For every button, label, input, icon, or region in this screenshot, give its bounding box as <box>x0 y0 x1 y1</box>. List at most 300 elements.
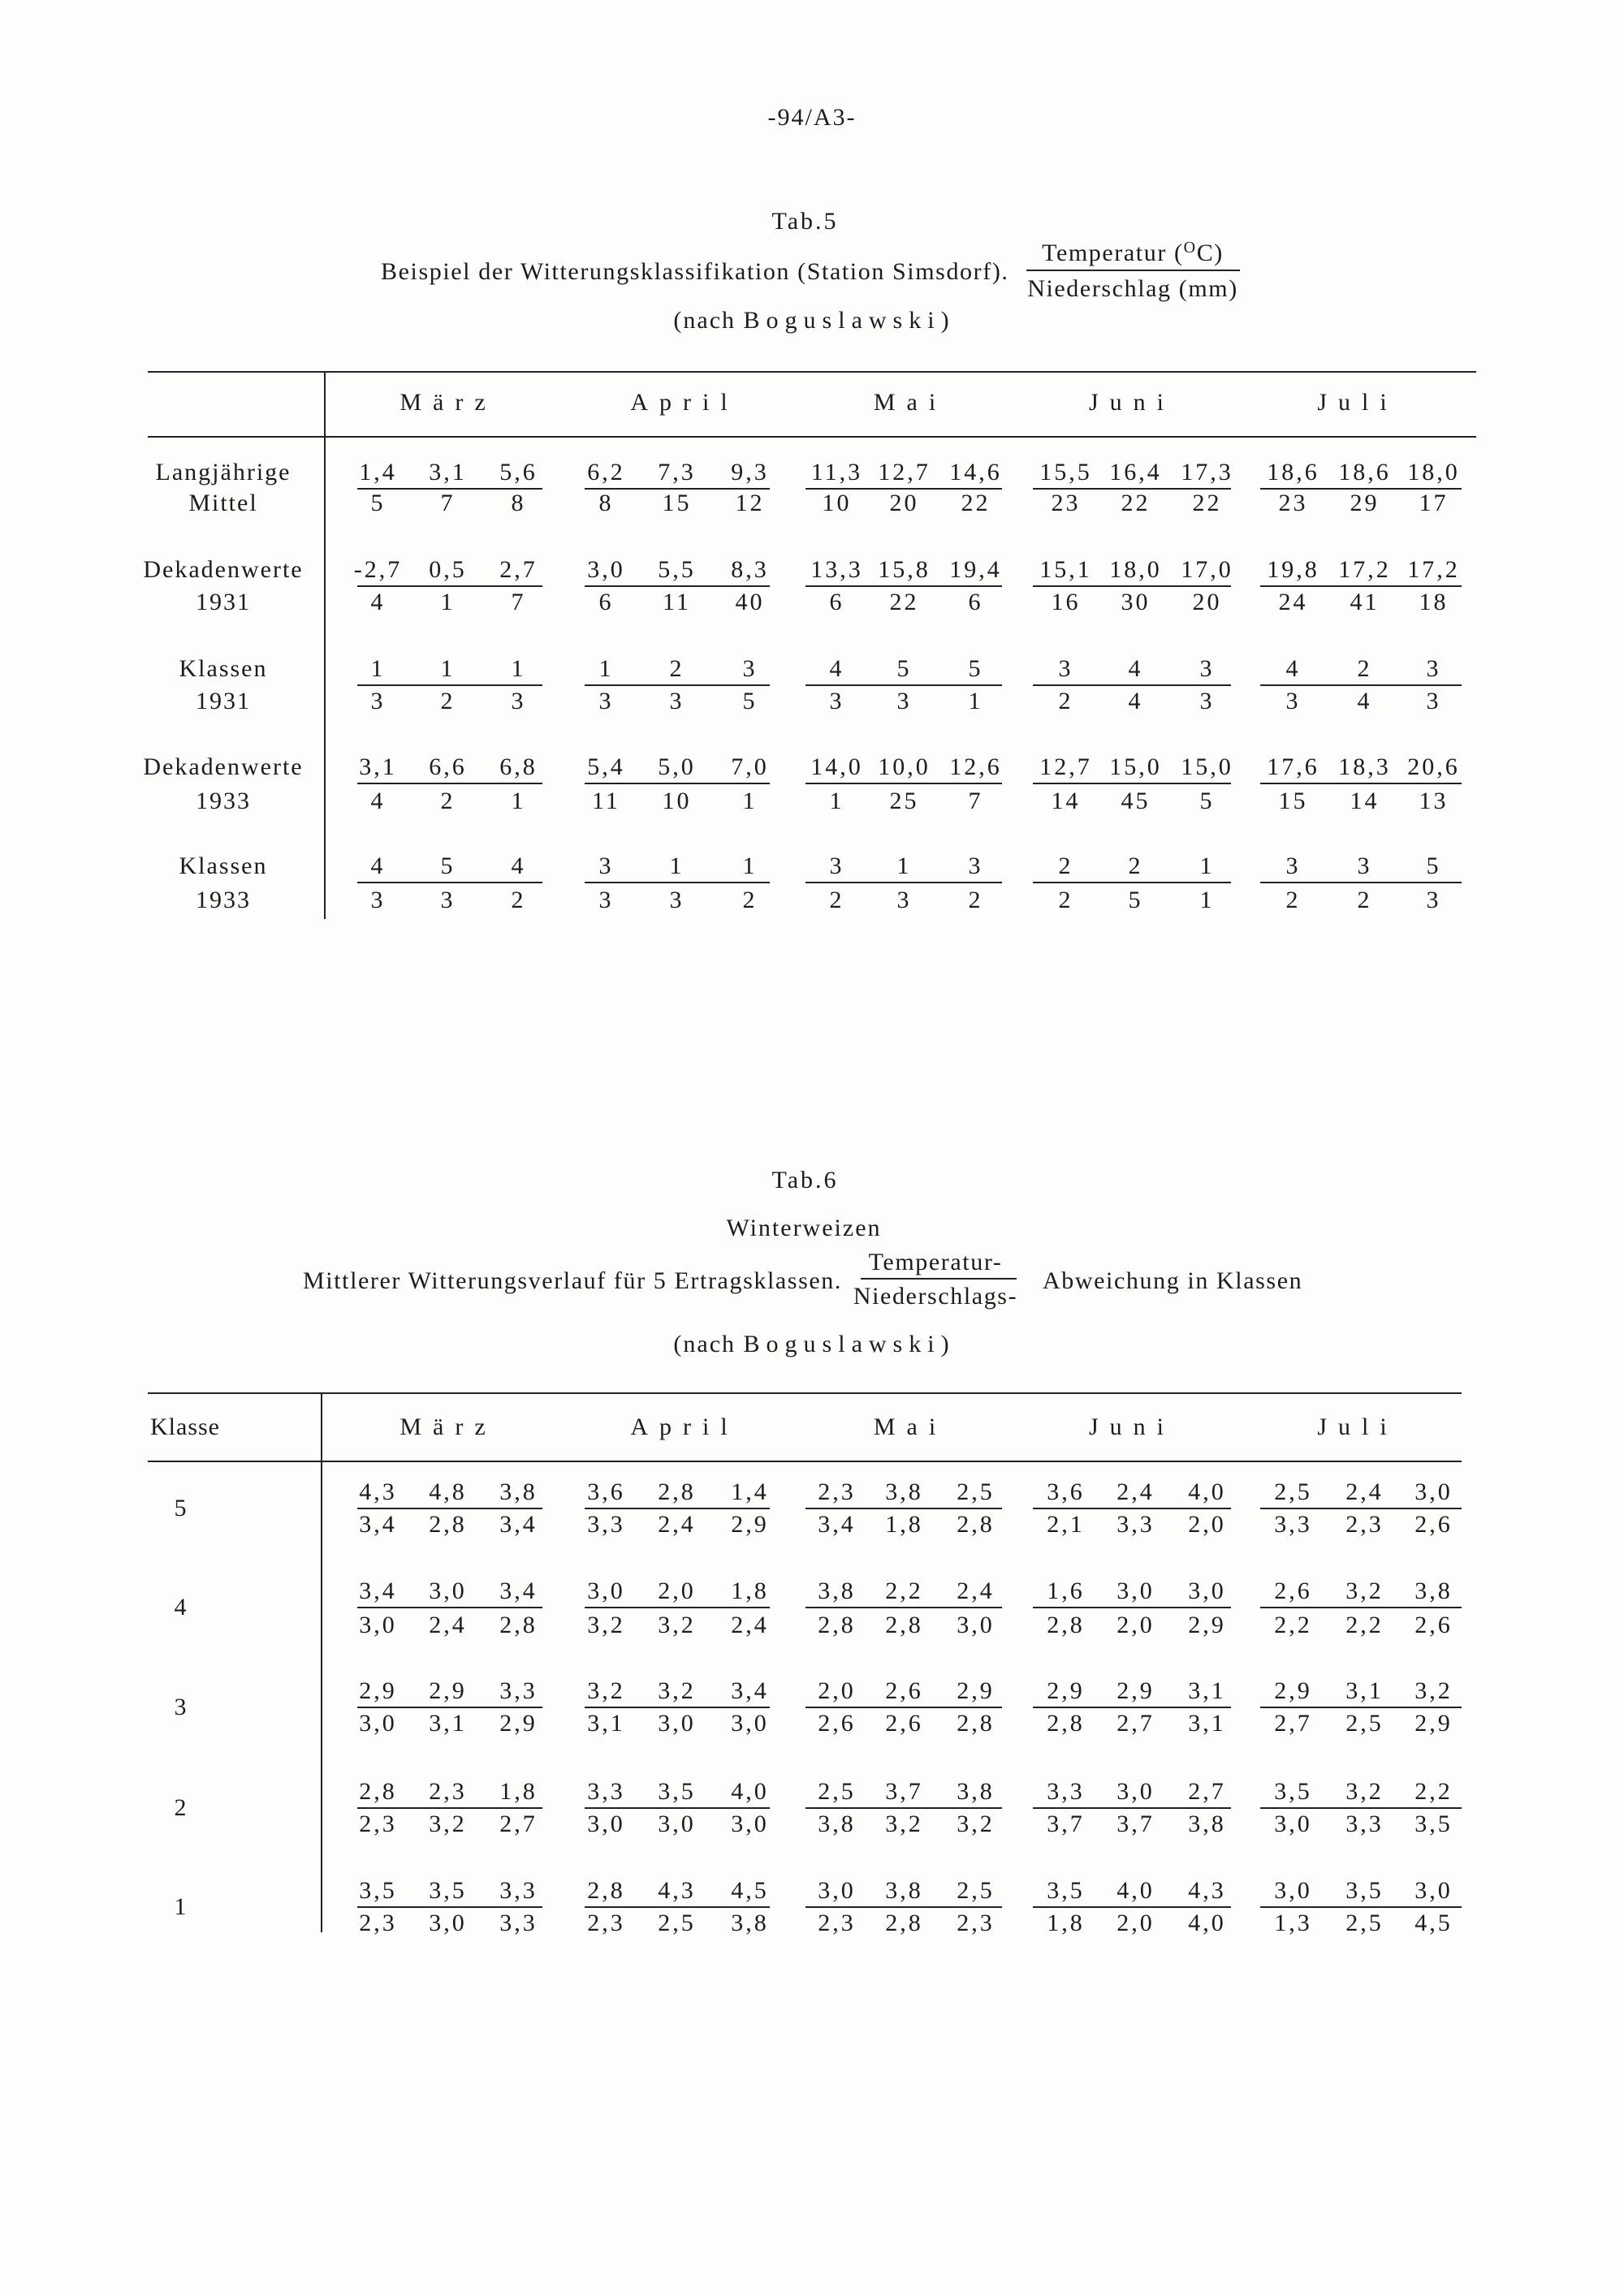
tab6-precipitation-value: 2,5 <box>658 1910 696 1936</box>
tab6-temperature-value: 3,2 <box>1345 1577 1384 1604</box>
tab6-temperature-value: 1,4 <box>731 1478 769 1505</box>
tab5-header-rule <box>148 436 1476 438</box>
tab5-precipitation-value: 8 <box>511 490 526 516</box>
tab6-precipitation-value: 3,2 <box>429 1810 467 1837</box>
tab6-precipitation-value: 2,8 <box>957 1511 995 1538</box>
tab6-top-rule <box>148 1392 1462 1394</box>
tab5-precipitation-value: 3 <box>370 688 386 714</box>
tab5-precipitation-value: 2 <box>440 788 456 814</box>
tab5-precipitation-value: 2 <box>1058 688 1073 714</box>
tab5-row-label: Mittel <box>188 490 258 516</box>
table-5-title: Beispiel der Witterungsklassifikation (Station Simsdorf). <box>381 258 1009 285</box>
tab5-temperature-value: 17,6 <box>1267 753 1320 780</box>
tab5-temperature-value: 12,7 <box>1039 753 1092 780</box>
tab5-fraction-line <box>806 684 1002 686</box>
table-5-label: Tab.5 <box>771 208 839 235</box>
tab5-precipitation-value: 20 <box>1192 589 1222 615</box>
tab6-precipitation-value: 3,7 <box>1047 1810 1085 1837</box>
tab6-temperature-value: 3,8 <box>1415 1577 1453 1604</box>
tab5-temperature-value: 11,3 <box>810 459 863 486</box>
table-6-fraction-denominator: Niederschlags- <box>853 1283 1018 1310</box>
tab5-temperature-value: 2 <box>669 655 685 682</box>
tab6-precipitation-value: 2,9 <box>731 1511 769 1538</box>
tab5-precipitation-value: 16 <box>1051 589 1081 615</box>
tab6-precipitation-value: 3,2 <box>885 1810 923 1837</box>
tab6-precipitation-value: 2,6 <box>1415 1511 1453 1538</box>
tab6-temperature-value: 2,8 <box>587 1877 625 1904</box>
tab5-month-header: März <box>400 389 497 416</box>
tab6-temperature-value: 2,7 <box>1188 1778 1226 1805</box>
tab5-temperature-value: 4 <box>1285 655 1301 682</box>
tab5-precipitation-value: 2 <box>511 887 526 913</box>
tab5-precipitation-value: 12 <box>735 490 765 516</box>
tab5-temperature-value: 3 <box>829 852 844 879</box>
tab6-temperature-value: 4,3 <box>1188 1877 1226 1904</box>
source-author: Boguslawski <box>743 307 941 334</box>
tab6-precipitation-value: 2,7 <box>1274 1710 1312 1737</box>
table-6-title: Mittlerer Witterungsverlauf für 5 Ertragsklassen. <box>303 1267 842 1294</box>
tab5-precipitation-value: 6 <box>968 589 983 615</box>
degree-superscript: O <box>1183 239 1197 257</box>
tab6-precipitation-value: 3,1 <box>587 1710 625 1737</box>
tab6-temperature-value: 1,8 <box>499 1778 538 1805</box>
tab5-precipitation-value: 2 <box>1058 887 1073 913</box>
tab6-precipitation-value: 4,0 <box>1188 1910 1226 1936</box>
tab6-precipitation-value: 3,0 <box>359 1612 397 1638</box>
table-6-title-fraction-line <box>861 1278 1017 1280</box>
tab5-temperature-value: 19,8 <box>1267 556 1320 583</box>
tab6-fraction-line <box>806 1607 1002 1608</box>
tab5-precipitation-value: 22 <box>961 490 991 516</box>
tab6-temperature-value: 3,6 <box>587 1478 625 1505</box>
tab6-temperature-value: 3,4 <box>731 1677 769 1704</box>
tab5-fraction-line <box>585 585 770 587</box>
tab5-precipitation-value: 11 <box>663 589 691 615</box>
tab6-precipitation-value: 1,3 <box>1274 1910 1312 1936</box>
tab5-precipitation-value: 3 <box>598 688 614 714</box>
tab6-temperature-value: 2,9 <box>429 1677 467 1704</box>
tab6-temperature-value: 3,5 <box>1274 1778 1312 1805</box>
tab5-precipitation-value: 10 <box>662 788 692 814</box>
tab5-fraction-line <box>1260 783 1462 784</box>
table-6-class-column-header: Klasse <box>150 1413 220 1440</box>
tab6-temperature-value: 3,0 <box>587 1577 625 1604</box>
tab5-precipitation-value: 7 <box>511 589 526 615</box>
tab5-temperature-value: 9,3 <box>731 459 769 486</box>
tab5-fraction-line <box>1260 684 1462 686</box>
fraction-numerator-text: Temperatur ( <box>1042 240 1184 266</box>
tab6-temperature-value: 3,1 <box>1188 1677 1226 1704</box>
tab5-vertical-rule <box>324 373 326 919</box>
table-6-title-suffix: Abweichung in Klassen <box>1043 1267 1303 1294</box>
source-suffix: ) <box>940 1331 951 1357</box>
tab6-precipitation-value: 4,5 <box>1415 1910 1453 1936</box>
tab6-temperature-value: 4,5 <box>731 1877 769 1904</box>
tab5-fraction-line <box>806 882 1002 883</box>
tab5-precipitation-value: 14 <box>1051 788 1081 814</box>
tab5-precipitation-value: 25 <box>889 788 919 814</box>
tab5-row-label: Dekadenwerte <box>143 753 304 780</box>
tab6-precipitation-value: 3,8 <box>1188 1810 1226 1837</box>
tab5-temperature-value: 1 <box>742 852 758 879</box>
tab6-precipitation-value: 2,8 <box>499 1612 538 1638</box>
tab5-temperature-value: 15,1 <box>1039 556 1092 583</box>
tab5-temperature-value: 1 <box>598 655 614 682</box>
tab5-precipitation-value: 29 <box>1350 490 1380 516</box>
tab5-temperature-value: 3 <box>1285 852 1301 879</box>
tab5-temperature-value: 1 <box>440 655 456 682</box>
tab5-precipitation-value: 3 <box>440 887 456 913</box>
tab6-precipitation-value: 3,0 <box>359 1710 397 1737</box>
tab6-fraction-line <box>1033 1508 1231 1509</box>
tab6-precipitation-value: 2,3 <box>587 1910 625 1936</box>
tab5-temperature-value: 18,6 <box>1338 459 1391 486</box>
tab5-temperature-value: 5,5 <box>658 556 696 583</box>
tab5-temperature-value: 14,6 <box>949 459 1002 486</box>
tab6-temperature-value: 3,8 <box>885 1478 923 1505</box>
tab6-month-header: April <box>630 1413 739 1440</box>
tab5-temperature-value: 14,0 <box>810 753 863 780</box>
source-prefix: (nach <box>673 307 744 334</box>
tab6-temperature-value: 1,8 <box>731 1577 769 1604</box>
tab6-precipitation-value: 3,2 <box>957 1810 995 1837</box>
tab6-header-rule <box>148 1461 1462 1462</box>
tab6-fraction-line <box>1260 1508 1462 1509</box>
tab6-month-header: Mai <box>873 1413 948 1440</box>
tab5-temperature-value: 5,4 <box>587 753 625 780</box>
tab6-precipitation-value: 3,4 <box>499 1511 538 1538</box>
tab6-temperature-value: 2,5 <box>957 1877 995 1904</box>
tab6-temperature-value: 2,5 <box>957 1478 995 1505</box>
tab5-temperature-value: 5 <box>1426 852 1441 879</box>
tab5-precipitation-value: 23 <box>1278 490 1308 516</box>
tab5-temperature-value: 16,4 <box>1109 459 1162 486</box>
tab5-precipitation-value: 15 <box>1278 788 1308 814</box>
tab6-temperature-value: 4,0 <box>731 1778 769 1805</box>
tab5-temperature-value: 17,3 <box>1181 459 1233 486</box>
tab5-precipitation-value: 1 <box>829 788 844 814</box>
tab6-temperature-value: 4,3 <box>359 1478 397 1505</box>
tab6-precipitation-value: 2,8 <box>1047 1612 1085 1638</box>
tab6-precipitation-value: 2,0 <box>1116 1612 1155 1638</box>
tab5-precipitation-value: 1 <box>440 589 456 615</box>
tab5-precipitation-value: 11 <box>592 788 620 814</box>
tab6-temperature-value: 3,4 <box>499 1577 538 1604</box>
tab5-fraction-line <box>585 783 770 784</box>
tab5-precipitation-value: 23 <box>1051 490 1081 516</box>
tab5-precipitation-value: 7 <box>968 788 983 814</box>
tab6-precipitation-value: 2,5 <box>1345 1910 1384 1936</box>
tab5-fraction-line <box>585 882 770 883</box>
tab5-temperature-value: -2,7 <box>353 556 403 583</box>
tab5-temperature-value: 3 <box>1199 655 1215 682</box>
tab6-fraction-line <box>357 1508 542 1509</box>
tab6-fraction-line <box>357 1807 542 1809</box>
tab5-temperature-value: 3 <box>1058 655 1073 682</box>
table-5-title-fraction-line <box>1026 270 1240 271</box>
tab5-temperature-value: 3 <box>742 655 758 682</box>
tab6-precipitation-value: 2,4 <box>429 1612 467 1638</box>
tab6-temperature-value: 3,0 <box>1116 1778 1155 1805</box>
tab6-temperature-value: 2,3 <box>429 1778 467 1805</box>
tab5-precipitation-value: 3 <box>669 688 685 714</box>
tab5-temperature-value: 18,0 <box>1407 459 1460 486</box>
tab5-precipitation-value: 3 <box>896 688 912 714</box>
tab6-precipitation-value: 3,2 <box>658 1612 696 1638</box>
tab6-temperature-value: 3,5 <box>658 1778 696 1805</box>
tab6-temperature-value: 2,0 <box>658 1577 696 1604</box>
tab5-temperature-value: 5 <box>896 655 912 682</box>
table-6-fraction-numerator: Temperatur- <box>868 1249 1003 1275</box>
tab5-temperature-value: 10,0 <box>878 753 931 780</box>
source-prefix: (nach <box>673 1331 744 1357</box>
tab6-precipitation-value: 3,1 <box>1188 1710 1226 1737</box>
tab6-temperature-value: 3,3 <box>1047 1778 1085 1805</box>
table-6-source <box>633 1331 991 1358</box>
tab5-precipitation-value: 4 <box>370 788 386 814</box>
tab6-temperature-value: 4,0 <box>1188 1478 1226 1505</box>
tab6-temperature-value: 3,0 <box>1274 1877 1312 1904</box>
tab6-precipitation-value: 2,8 <box>885 1612 923 1638</box>
tab5-temperature-value: 2,7 <box>499 556 538 583</box>
tab5-precipitation-value: 40 <box>735 589 765 615</box>
tab5-temperature-value: 3,1 <box>429 459 467 486</box>
tab5-precipitation-value: 4 <box>370 589 386 615</box>
tab5-precipitation-value: 30 <box>1121 589 1151 615</box>
tab6-temperature-value: 2,6 <box>1274 1577 1312 1604</box>
tab6-vertical-rule <box>321 1394 322 1932</box>
tab5-precipitation-value: 2 <box>742 887 758 913</box>
tab5-temperature-value: 4 <box>370 852 386 879</box>
tab5-row-label: Dekadenwerte <box>143 556 304 583</box>
tab6-temperature-value: 3,4 <box>359 1577 397 1604</box>
tab6-precipitation-value: 1,8 <box>1047 1910 1085 1936</box>
tab6-fraction-line <box>585 1508 770 1509</box>
tab5-precipitation-value: 3 <box>511 688 526 714</box>
tab6-precipitation-value: 2,6 <box>1415 1612 1453 1638</box>
tab5-temperature-value: 15,0 <box>1109 753 1162 780</box>
tab6-precipitation-value: 2,7 <box>1116 1710 1155 1737</box>
tab6-precipitation-value: 2,9 <box>1415 1710 1453 1737</box>
tab6-temperature-value: 2,5 <box>818 1778 856 1805</box>
tab5-precipitation-value: 3 <box>370 887 386 913</box>
tab6-precipitation-value: 3,1 <box>429 1710 467 1737</box>
tab5-precipitation-value: 6 <box>829 589 844 615</box>
table-5-fraction-denominator: Niederschlag (mm) <box>1027 275 1238 302</box>
tab6-temperature-value: 3,0 <box>1415 1877 1453 1904</box>
tab5-precipitation-value: 18 <box>1419 589 1449 615</box>
tab5-month-header: Juli <box>1317 389 1398 416</box>
tab6-precipitation-value: 2,8 <box>818 1612 856 1638</box>
tab6-precipitation-value: 3,8 <box>731 1910 769 1936</box>
tab5-temperature-value: 6,2 <box>587 459 625 486</box>
tab6-fraction-line <box>1033 1607 1231 1608</box>
tab6-class-label: 4 <box>174 1594 187 1621</box>
tab5-precipitation-value: 7 <box>440 490 456 516</box>
tab6-temperature-value: 3,0 <box>429 1577 467 1604</box>
tab6-fraction-line <box>585 1906 770 1908</box>
tab5-precipitation-value: 24 <box>1278 589 1308 615</box>
tab5-fraction-line <box>1260 882 1462 883</box>
tab6-temperature-value: 4,3 <box>658 1877 696 1904</box>
tab5-precipitation-value: 2 <box>829 887 844 913</box>
tab5-temperature-value: 8,3 <box>731 556 769 583</box>
tab6-temperature-value: 3,8 <box>885 1877 923 1904</box>
tab6-precipitation-value: 3,3 <box>499 1910 538 1936</box>
tab5-temperature-value: 1,4 <box>359 459 397 486</box>
tab6-temperature-value: 2,2 <box>885 1577 923 1604</box>
tab5-temperature-value: 5 <box>440 852 456 879</box>
tab5-temperature-value: 15,8 <box>878 556 931 583</box>
tab5-temperature-value: 17,2 <box>1338 556 1391 583</box>
tab5-precipitation-value: 3 <box>1426 688 1441 714</box>
tab6-temperature-value: 3,5 <box>1345 1877 1384 1904</box>
tab6-temperature-value: 3,5 <box>359 1877 397 1904</box>
tab6-precipitation-value: 3,3 <box>1116 1511 1155 1538</box>
tab6-month-header: Juli <box>1317 1413 1398 1440</box>
tab6-temperature-value: 4,8 <box>429 1478 467 1505</box>
page-number: -94/A3- <box>767 104 857 131</box>
table-5-source <box>633 307 991 334</box>
tab6-temperature-value: 3,3 <box>499 1677 538 1704</box>
tab6-precipitation-value: 3,0 <box>731 1710 769 1737</box>
source-author: Boguslawski <box>743 1331 941 1357</box>
tab5-temperature-value: 18,6 <box>1267 459 1320 486</box>
tab5-precipitation-value: 10 <box>822 490 852 516</box>
tab6-month-header: Juni <box>1088 1413 1175 1440</box>
tab5-precipitation-value: 2 <box>968 887 983 913</box>
tab5-row-label: Klassen <box>179 852 268 879</box>
tab6-temperature-value: 3,7 <box>885 1778 923 1805</box>
tab6-temperature-value: 2,4 <box>1116 1478 1155 1505</box>
tab6-precipitation-value: 3,0 <box>957 1612 995 1638</box>
tab6-temperature-value: 3,0 <box>818 1877 856 1904</box>
tab6-precipitation-value: 2,2 <box>1274 1612 1312 1638</box>
tab6-precipitation-value: 2,3 <box>1345 1511 1384 1538</box>
tab6-precipitation-value: 2,3 <box>359 1910 397 1936</box>
tab6-precipitation-value: 2,8 <box>957 1710 995 1737</box>
tab6-temperature-value: 1,6 <box>1047 1577 1085 1604</box>
tab6-precipitation-value: 3,4 <box>818 1511 856 1538</box>
tab6-fraction-line <box>806 1707 1002 1708</box>
tab6-temperature-value: 3,2 <box>658 1677 696 1704</box>
tab6-precipitation-value: 3,0 <box>731 1810 769 1837</box>
tab6-fraction-line <box>585 1707 770 1708</box>
tab6-fraction-line <box>1260 1707 1462 1708</box>
tab6-precipitation-value: 2,5 <box>1345 1710 1384 1737</box>
tab5-precipitation-value: 22 <box>889 589 919 615</box>
tab5-precipitation-value: 22 <box>1121 490 1151 516</box>
tab5-temperature-value: 1 <box>1199 852 1215 879</box>
tab5-row-label: 1933 <box>196 788 251 814</box>
tab5-temperature-value: 18,0 <box>1109 556 1162 583</box>
tab6-class-label: 3 <box>174 1694 187 1720</box>
tab6-fraction-line <box>806 1508 1002 1509</box>
tab5-temperature-value: 1 <box>370 655 386 682</box>
tab6-temperature-value: 3,0 <box>1188 1577 1226 1604</box>
tab6-temperature-value: 3,0 <box>1116 1577 1155 1604</box>
tab6-fraction-line <box>1033 1906 1231 1908</box>
tab6-precipitation-value: 3,3 <box>587 1511 625 1538</box>
tab5-temperature-value: 3 <box>968 852 983 879</box>
tab5-row-label: 1933 <box>196 887 251 913</box>
tab5-fraction-line <box>806 585 1002 587</box>
tab6-temperature-value: 2,4 <box>1345 1478 1384 1505</box>
table-6-crop: Winterweizen <box>726 1215 882 1241</box>
tab5-precipitation-value: 3 <box>1426 887 1441 913</box>
tab5-precipitation-value: 1 <box>1199 887 1215 913</box>
tab5-temperature-value: 2 <box>1128 852 1143 879</box>
tab5-row-label: 1931 <box>196 589 251 615</box>
tab5-fraction-line <box>357 882 542 883</box>
tab5-precipitation-value: 13 <box>1419 788 1449 814</box>
tab6-temperature-value: 4,0 <box>1116 1877 1155 1904</box>
tab5-temperature-value: 19,4 <box>949 556 1002 583</box>
tab5-fraction-line <box>1260 585 1462 587</box>
tab6-temperature-value: 3,8 <box>499 1478 538 1505</box>
tab6-precipitation-value: 2,0 <box>1116 1910 1155 1936</box>
tab6-fraction-line <box>357 1707 542 1708</box>
tab5-temperature-value: 4 <box>829 655 844 682</box>
tab5-temperature-value: 1 <box>511 655 526 682</box>
tab6-precipitation-value: 2,3 <box>957 1910 995 1936</box>
tab6-fraction-line <box>806 1807 1002 1809</box>
tab6-temperature-value: 3,1 <box>1345 1677 1384 1704</box>
tab5-month-header: Juni <box>1088 389 1175 416</box>
tab6-fraction-line <box>1260 1906 1462 1908</box>
tab5-precipitation-value: 8 <box>598 490 614 516</box>
tab5-temperature-value: 3 <box>598 852 614 879</box>
tab6-precipitation-value: 2,4 <box>658 1511 696 1538</box>
tab5-precipitation-value: 4 <box>1128 688 1143 714</box>
tab6-precipitation-value: 2,3 <box>818 1910 856 1936</box>
tab5-temperature-value: 20,6 <box>1407 753 1460 780</box>
tab5-temperature-value: 12,6 <box>949 753 1002 780</box>
tab6-precipitation-value: 2,6 <box>818 1710 856 1737</box>
tab5-precipitation-value: 2 <box>1285 887 1301 913</box>
tab5-temperature-value: 13,3 <box>810 556 863 583</box>
tab6-precipitation-value: 3,0 <box>1274 1810 1312 1837</box>
tab6-precipitation-value: 2,3 <box>359 1810 397 1837</box>
tab6-precipitation-value: 3,0 <box>658 1710 696 1737</box>
tab6-temperature-value: 2,8 <box>658 1478 696 1505</box>
tab5-precipitation-value: 5 <box>742 688 758 714</box>
tab6-precipitation-value: 2,2 <box>1345 1612 1384 1638</box>
tab6-temperature-value: 2,9 <box>957 1677 995 1704</box>
tab5-temperature-value: 17,2 <box>1407 556 1460 583</box>
tab5-precipitation-value: 45 <box>1121 788 1151 814</box>
tab5-fraction-line <box>585 684 770 686</box>
tab6-precipitation-value: 3,0 <box>658 1810 696 1837</box>
tab5-temperature-value: 3 <box>1426 655 1441 682</box>
tab5-temperature-value: 7,3 <box>658 459 696 486</box>
tab6-precipitation-value: 3,0 <box>587 1810 625 1837</box>
tab5-fraction-line <box>1033 585 1231 587</box>
tab6-fraction-line <box>585 1807 770 1809</box>
tab5-row-label: Klassen <box>179 655 268 682</box>
tab6-precipitation-value: 2,4 <box>731 1612 769 1638</box>
tab5-temperature-value: 3 <box>1357 852 1372 879</box>
tab5-precipitation-value: 5 <box>1128 887 1143 913</box>
tab6-temperature-value: 3,6 <box>1047 1478 1085 1505</box>
tab6-temperature-value: 2,2 <box>1415 1778 1453 1805</box>
tab6-temperature-value: 2,9 <box>359 1677 397 1704</box>
tab5-temperature-value: 2 <box>1058 852 1073 879</box>
tab6-fraction-line <box>357 1906 542 1908</box>
tab5-temperature-value: 2 <box>1357 655 1372 682</box>
tab6-class-label: 5 <box>174 1495 187 1521</box>
tab5-precipitation-value: 1 <box>742 788 758 814</box>
